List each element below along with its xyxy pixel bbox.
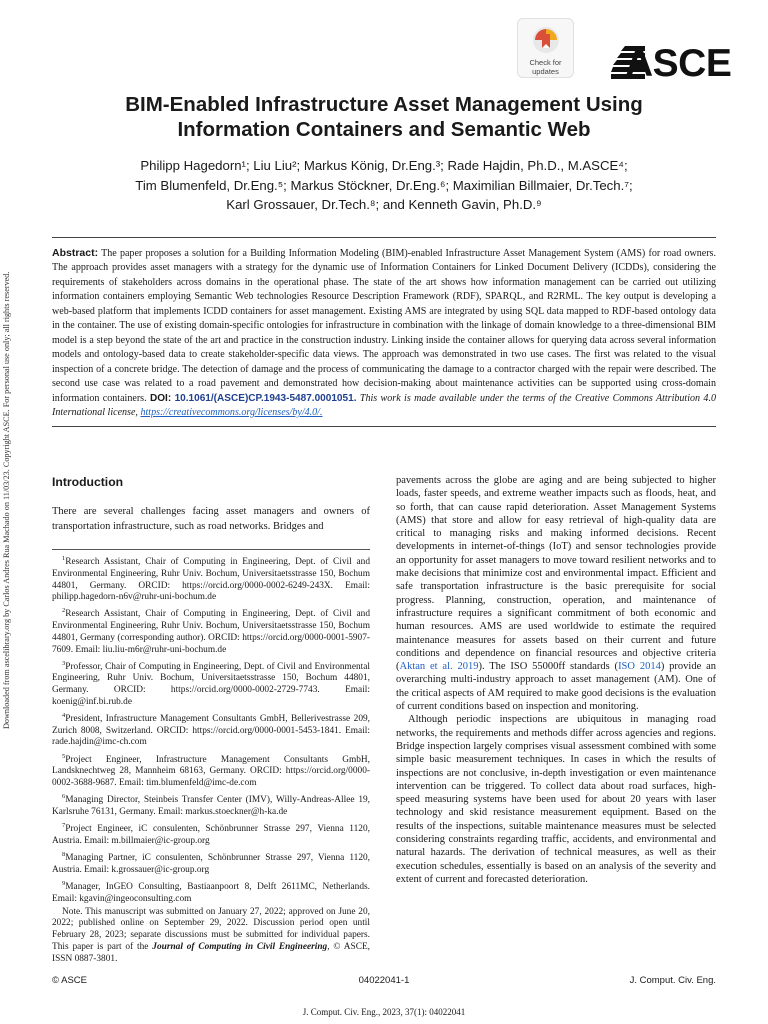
paper-title [40, 92, 728, 142]
authors-line-3: Karl Grossauer, Dr.Tech.⁸; and Kenneth Gavin, Ph.D.⁹ [226, 197, 542, 212]
author-footnotes [52, 549, 370, 965]
check-updates-icon [531, 25, 561, 57]
authors-line-1: Philipp Hagedorn¹; Liu Liu²; Markus König, Dr.Eng.³; Rade Hajdin, Ph.D., M.ASCE⁴; [140, 158, 628, 173]
footnote: $^6$Managing Director, Steinbeis Transfer Center (IMV), Willy-Andreas-Allee 19, Karlsruhe 76131, Germany. Email: markus.stoeckner@h-ka.de [52, 793, 370, 817]
doi-link[interactable]: 10.1061/(ASCE)CP.1943-5487.0001051. [174, 392, 357, 404]
abstract-top-rule [52, 237, 716, 238]
doi-label: DOI: [149, 392, 172, 404]
authors-line-2: Tim Blumenfeld, Dr.Eng.⁵; Markus Stöckner, Dr.Eng.⁶; Maximilian Billmaier, Dr.Tech.⁷; [135, 177, 633, 193]
title-line-1: BIM-Enabled Infrastructure Asset Management Using [125, 93, 643, 116]
body-paragraph: pavements across the globe are aging and are being subjected to higher loads, faster speeds, and extreme weather impacts such as floods, heat, and so forth, that can cause rapid deterioration. Asset Management Systems (AMS) that store and allow for easy retrieval of high-quality data are critical to managing risks and making informed decisions. Recent developments in internet-of-things (IoT) and sensor technologies provide an opportunity for asset managers to move toward resilient networks and to make decisions that minimize cost and environmental impact. Efficient and safe transportation infrastructure is the basic prerequisite for social progress. Planning, construction, operation, and maintenance of infrastructure requires a significant commitment of both economic and human resources. AMS are used worldwide to estimate the required maintenance measures for assets based on their current and future conditions and dependence on financial resources and objective criteria (Aktan et al. 2019). The ISO 55000ff standards (ISO 2014) provide an overarching multi-industry approach to asset management (AM). One of the critical aspects of AM required to make good decisions is the evaluation of current conditions based on inspection and monitoring. [396, 475, 716, 713]
license-link[interactable]: https://creativecommons.org/licenses/by/4.0/. [140, 406, 323, 418]
footnote: $^7$Project Engineer, iC consulenten, Schönbrunner Strasse 297, Vienna 1120, Austria. Email: m.billmaier@ic-group.org [52, 822, 370, 846]
check-for-updates-badge[interactable] [517, 18, 574, 78]
author-list [60, 156, 708, 215]
submission-note: Note. This manuscript was submitted on January 27, 2022; approved on June 20, 2022; published online on September 29, 2022. Discussion period open until February 28, 2023; separate discussions must be submitted for individual papers. This paper is part of the Journal of Computing in Civil Engineering, © ASCE, ISSN 0887-3801. [52, 906, 371, 964]
footer-copyright: © ASCE [52, 975, 87, 986]
abstract-text: The paper proposes a solution for a Building Information Modeling (BIM)-enabled Infrastructure Asset Management System (AMS) for road owners. The approach provides asset managers with a strategy for the dynamic use of Information Containers for Linked Document Delivery (ICDDs), considering the requirements of stakeholders across domains in the operational phase. The state of the art shows how information management can be carried out utilizing information containers employing Semantic Web technologies Resource Description Framework (RDF), SPARQL, and R2RML. The key output is developing a web-based platform that implements ICDD containers for asset management. Existing AMS are integrated by using SQL data mapped to RDF-based ontology data in the container. The use of existing domain-specific ontologies for infrastructure in combination with the linkage of domain knowledge to a three-dimensional BIM model is a step beyond the state of the art and practice in the construction industry. Linking inside the container allows for querying data across several information models and ontology-based data to create stakeholder-specific data views. The approach was demonstrated in two use cases. The first was related to the visual inspection of a concrete bridge. The detection of damage and the process of communicating the damage to a contractor charged with the repair were described. The second use case was related to a road pavement and demonstrated how decision-making about maintenance activities can be supported using cross-domain information containers. [52, 248, 716, 404]
body-paragraph: Although periodic inspections are ubiquitous in managing road networks, the requirements and methods differ across agencies and regions. Bridge inspection largely comprises visual assessment combined with some simple basic measurement techniques. In cases in which the results of inspections are not conclusive, in-depth investigation or even maintenance intervention can be triggered. To collect data about road surfaces, high-speed measuring systems have been used for about 20 years with laser technology and skid resistance measurement equipment. Based on the results of the inspections, suitable maintenance measures must be selected considering constraints regarding traffic, accidents, and environmental and natural hazards. The derivation of technical measures, as well as their execution schedules, essentially is based on an analysis of the severity and extent of current and forecasted deterioration. [396, 714, 716, 885]
journal-citation: J. Comput. Civ. Eng., 2023, 37(1): 04022041 [302, 1007, 466, 1017]
introduction-paragraph: There are several challenges facing asset managers and owners of transportation infrastructure, such as road networks. Bridges and [52, 506, 370, 532]
footnote: $^2$Research Assistant, Chair of Computing in Engineering, Dept. of Civil and Environmental Engineering, Ruhr Univ. Bochum, Universitaetsstrasse 150, Bochum 44801, Germany (corresponding author). ORCID: https://orcid.org/0000-0001-5907-7609. Email: liu.liu-m6r@ruhr-uni-bochum.de [52, 607, 370, 655]
asce-logo-text: ASCE [625, 42, 732, 85]
license-text: This work is made available under the terms of the Creative Commons Attribution 4.0 International license, [52, 392, 716, 418]
check-updates-line2: updates [532, 66, 559, 76]
check-updates-line1: Check for [529, 58, 562, 67]
abstract-section [52, 237, 716, 427]
footer-page-id: 04022041-1 [358, 975, 410, 986]
footnote: $^4$President, Infrastructure Management Consultants GmbH, Bellerivestrasse 209, Zurich 8008, Switzerland. ORCID: https://orcid.org/0000-0001-5453-1841. Email: rade.hajdin@imc-ch.com [52, 711, 370, 748]
citation-link-iso[interactable]: ISO 2014 [618, 661, 661, 673]
footnote: $^1$Research Assistant, Chair of Computing in Engineering, Dept. of Civil and Environmental Engineering, Ruhr Univ. Bochum, Universitaetsstrasse 150, Bochum 44801, Germany. ORCID: https://orcid.org/0000-0002-6249-243X. Email: philipp.hagedorn-n6v@ruhr-uni-bochum.de [52, 555, 370, 603]
download-notice: Downloaded from ascelibrary.org by Carlos Andres Rua Machado on 11/03/23. Copyright ASCE. For personal use only; all rights reserved. [2, 271, 11, 729]
footnote: $^9$Manager, InGEO Consulting, Bastiaanpoort 8, Delft 2611MC, Netherlands. Email: kgavin@ingeoconsulting.com [52, 879, 370, 904]
footnote: $^5$Project Engineer, Infrastructure Management Consultants GmbH, Landsknechtweg 28, Mannheim 68163, Germany. ORCID: https://orcid.org/0000-0002-3688-9687. Email: tim.blumenfeld@imc-de.com [52, 752, 370, 789]
footnote: $^3$Professor, Chair of Computing in Engineering, Dept. of Civil and Environmental Engineering, Ruhr Univ. Bochum, Universitaetsstrasse 150, Bochum 44801, Germany. ORCID: https://orcid.org/0000-0002-2729-7743. Email: koenig@inf.bi.rub.de [52, 659, 370, 707]
title-line-2: Information Containers and Semantic Web [177, 118, 591, 141]
left-column [52, 474, 370, 967]
abstract-bottom-rule [52, 426, 716, 427]
abstract-label: Abstract: [52, 247, 99, 259]
introduction-heading: Introduction [52, 475, 124, 489]
citation-link-aktan[interactable]: Aktan et al. 2019 [399, 661, 479, 673]
asce-logo [611, 42, 731, 86]
abstract-paragraph [52, 246, 716, 420]
right-column [396, 474, 716, 886]
journal-name: Journal of Computing in Civil Engineering [152, 941, 328, 952]
footer-journal: J. Comput. Civ. Eng. [629, 975, 716, 986]
footnote: $^8$Managing Partner, iC consulenten, Schönbrunner Strasse 297, Vienna 1120, Austria. Email: k.grossauer@ic-group.org [52, 850, 370, 875]
